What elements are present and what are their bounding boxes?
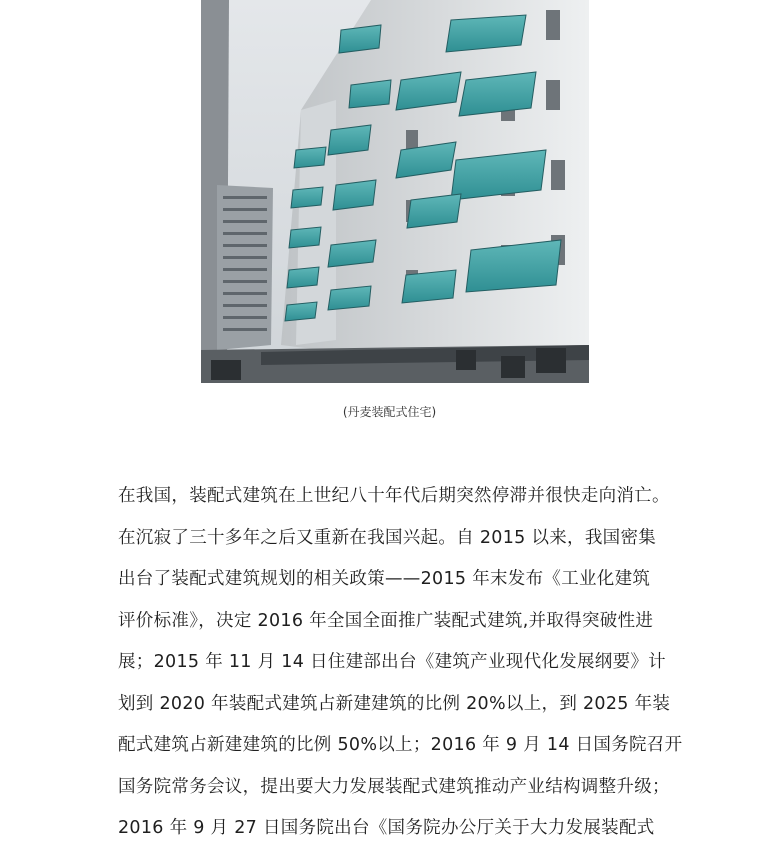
paragraph-line: 出台了装配式建筑规划的相关政策——2015 年末发布《工业化建筑 [118, 569, 651, 589]
figure-caption: (丹麦装配式住宅) [342, 405, 437, 419]
paragraph-line: 评价标准》，决定 2016 年全国全面推广装配式建筑,并取得突破性进 [118, 610, 654, 631]
building-photo-icon [201, 0, 589, 383]
paragraph-line: 在我国，装配式建筑在上世纪八十年代后期突然停滞并很快走向消亡。 [118, 486, 670, 506]
paragraph-line: 展；2015 年 11 月 14 日住建部出台《建筑产业现代化发展纲要》计 [118, 652, 666, 672]
paragraph-line: 划到 2020 年装配式建筑占新建建筑的比例 20%以上，到 2025 年装 [118, 693, 671, 714]
paragraph-line: 配式建筑占新建建筑的比例 50%以上；2016 年 9 月 14 日国务院召开 [118, 735, 683, 755]
paragraph-line: 2016 年 9 月 27 日国务院出台《国务院办公厅关于大力发展装配式 [118, 818, 655, 838]
article-body [118, 476, 708, 850]
paragraph-line: 在沉寂了三十多年之后又重新在我国兴起。自 2015 以来，我国密集 [118, 527, 657, 548]
paragraph-line: 国务院常务会议，提出要大力发展装配式建筑推动产业结构调整升级； [118, 776, 670, 797]
building-photo [201, 0, 589, 383]
